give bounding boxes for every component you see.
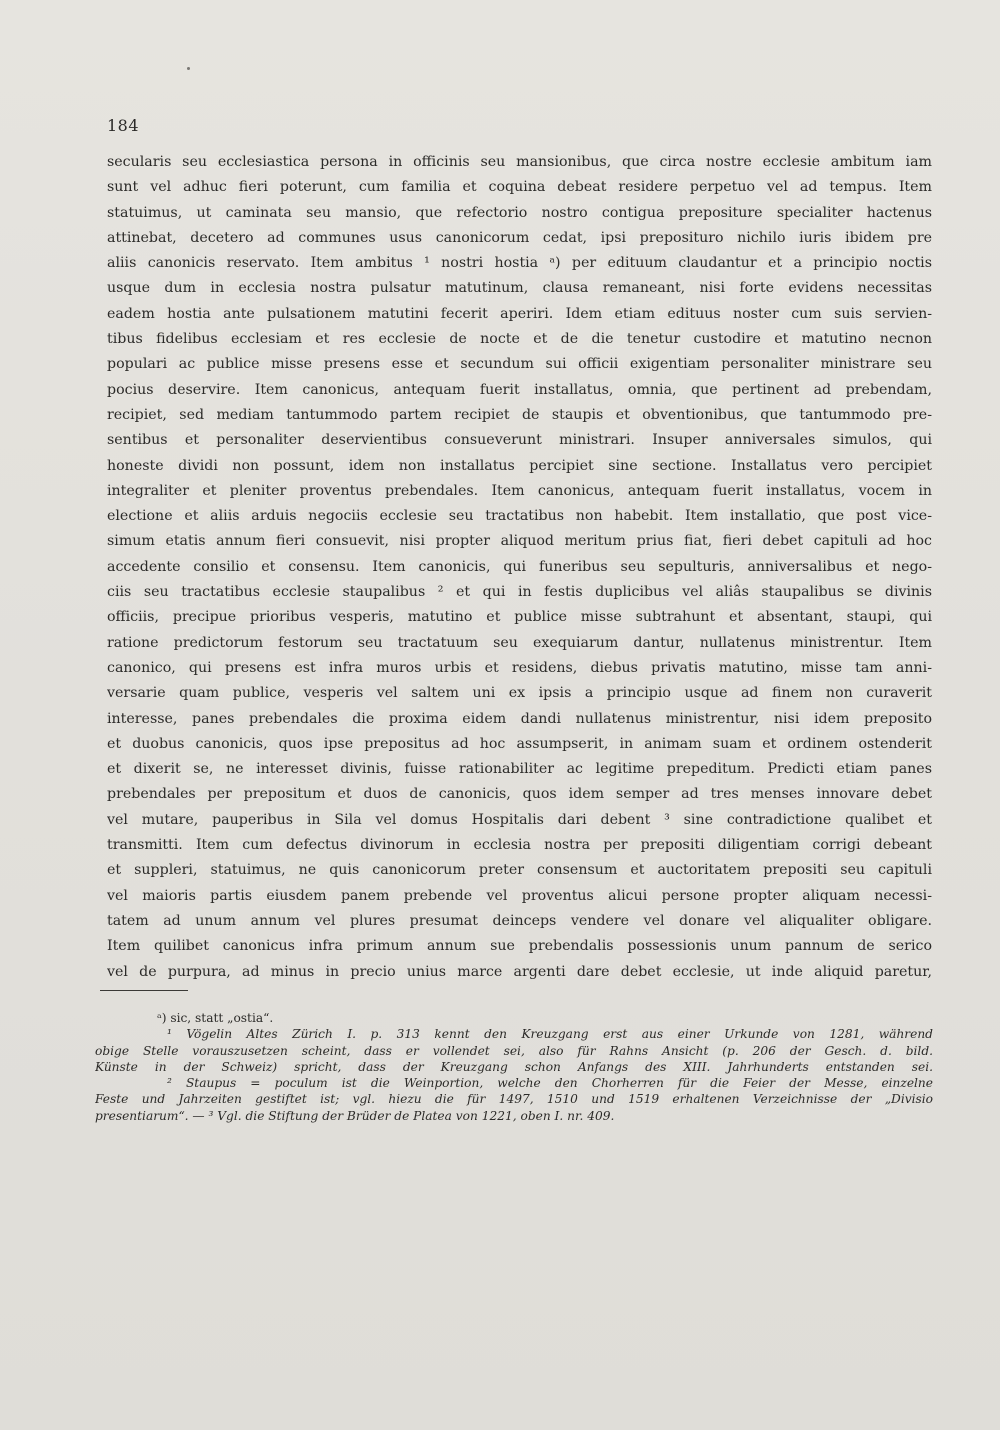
text-line: sentibus et personaliter deservientibus consueverunt ministrari. Insuper anniversales simulos, qui — [107, 432, 932, 449]
footnote-a: ᵃ) sic, statt „ostia“. — [157, 1011, 274, 1025]
text-line: transmitti. Item cum defectus divinorum in ecclesia nostra per prepositi diligentiam corrigi debeant — [107, 837, 932, 854]
text-line: accedente consilio et consensu. Item canonicis, qui funeribus seu sepulturis, anniversalibus et nego- — [107, 558, 932, 575]
text-line: canonico, qui presens est infra muros urbis et residens, diebus privatis matutino, misse tam anni- — [107, 659, 932, 676]
text-line: populari ac publice misse presens esse et secundum sui officii exigentiam personaliter ministrare seu — [107, 356, 932, 373]
footnote-2-cont: Feste und Jahrzeiten gestiftet ist; vgl. hiezu die für 1497, 1510 und 1519 erhaltenen Verzeichnisse der „Divisio — [95, 1092, 933, 1107]
text-line: ciis seu tractatibus ecclesie staupalibus ² et qui in festis duplicibus vel aliâs staupalibus se divinis — [107, 584, 932, 601]
text-line: et duobus canonicis, quos ipse prepositus ad hoc assumpserit, in animam suam et ordinem ostenderit — [107, 735, 932, 752]
text-line: statuimus, ut caminata seu mansio, que refectorio nostro contigua prepositure specialiter hactenus — [107, 204, 932, 221]
text-line: versarie quam publice, vesperis vel saltem uni ex ipsis a principio usque ad finem non curaverit — [107, 685, 932, 702]
text-line: usque dum in ecclesia nostra pulsatur matutinum, clausa remaneant, nisi forte evidens necessitas — [107, 280, 932, 297]
text-line: interesse, panes prebendales die proxima eidem dandi nullatenus ministrentur, nisi idem preposito — [107, 710, 932, 727]
text-line: prebendales per prepositum et duos de canonicis, quos idem semper ad tres menses innovare debet — [107, 786, 932, 803]
scan-speck — [187, 67, 190, 70]
text-line: vel mutare, pauperibus in Sila vel domus Hospitalis dari debent ³ sine contradictione qualibet et — [107, 811, 932, 828]
footnote-1: ¹ Vögelin Altes Zürich I. p. 313 kennt den Kreuzgang erst aus einer Urkunde von 1281, während — [167, 1027, 933, 1042]
text-line: simum etatis annum fieri consuevit, nisi propter aliquod meritum prius fiat, fieri debet capituli ad hoc — [107, 533, 932, 550]
footnotes — [95, 1010, 933, 1124]
text-line: pocius deservire. Item canonicus, antequam fuerit installatus, omnia, que pertinent ad prebendam, — [107, 381, 932, 398]
text-line: officiis, precipue prioribus vesperis, matutino et publice misse subtrahunt et absentant, staupi, qui — [107, 609, 932, 626]
text-line: honeste dividi non possunt, idem non installatus percipiet sine sectione. Installatus vero percipiet — [107, 457, 932, 474]
text-line: recipiet, sed mediam tantummodo partem recipiet de staupis et obventionibus, que tantummodo pre- — [107, 406, 932, 423]
footnote-1-cont: obige Stelle vorauszusetzen scheint, dass er vollendet sei, also für Rahns Ansicht (p. 206 der Gesch. d. bild. — [95, 1043, 933, 1058]
text-line: aliis canonicis reservato. Item ambitus ¹ nostri hostia ᵃ) per edituum claudantur et a principio noctis — [107, 255, 932, 272]
text-line: attinebat, decetero ad communes usus canonicorum cedat, ipsi preposituro nichilo iuris ibidem pre — [107, 229, 932, 246]
text-line: sunt vel adhuc fieri poterunt, cum familia et coquina debeat residere perpetuo vel ad tempus. Item — [107, 179, 932, 196]
text-line: ratione predictorum festorum seu tractatuum seu exequiarum dantur, nullatenus ministrentur. Item — [107, 634, 932, 651]
footnote-1-cont: Künste in der Schweiz) spricht, dass der Kreuzgang schon Anfangs des XIII. Jahrhunderts entstanden sei. — [95, 1059, 933, 1074]
footnote-2: ² Staupus = poculum ist die Weinportion, welche den Chorherren für die Feier der Messe, einzelne — [167, 1076, 933, 1091]
text-line: tibus fidelibus ecclesiam et res ecclesie de nocte et de die tenetur custodire et matutino necnon — [107, 331, 932, 348]
footnote-2-3: presentiarum“. — ³ Vgl. die Stiftung der Brüder de Platea von 1221, oben I. nr. 409. — [95, 1108, 615, 1123]
footnote-divider — [100, 990, 188, 991]
text-line: vel maioris partis eiusdem panem prebende vel proventus alicui persone propter aliquam necessi- — [107, 887, 932, 904]
main-text-body — [107, 150, 932, 985]
text-line: electione et aliis arduis negociis ecclesie seu tractatibus non habebit. Item installatio, que post vice- — [107, 508, 932, 525]
text-line: secularis seu ecclesiastica persona in officinis seu mansionibus, que circa nostre ecclesie ambitum iam — [107, 154, 932, 170]
text-line: eadem hostia ante pulsationem matutini fecerit aperiri. Idem etiam edituus noster cum suis servien- — [107, 305, 932, 322]
text-line: et suppleri, statuimus, ne quis canonicorum preter consensum et auctoritatem prepositi seu capituli — [107, 862, 932, 879]
text-line: Item quilibet canonicus infra primum annum sue prebendalis possessionis unum pannum de serico — [107, 938, 932, 955]
text-line: tatem ad unum annum vel plures presumat deinceps vendere vel donare vel aliqualiter obligare. — [107, 912, 932, 929]
text-line: vel de purpura, ad minus in precio unius marce argenti dare debet ecclesie, ut inde aliquid paretur, — [107, 963, 932, 980]
page-number: 184 — [107, 116, 140, 135]
text-line: integraliter et pleniter proventus prebendales. Item canonicus, antequam fuerit installatus, vocem in — [107, 482, 932, 499]
text-line: et dixerit se, ne interesset divinis, fuisse rationabiliter ac legitime prepeditum. Predicti etiam panes — [107, 761, 932, 778]
